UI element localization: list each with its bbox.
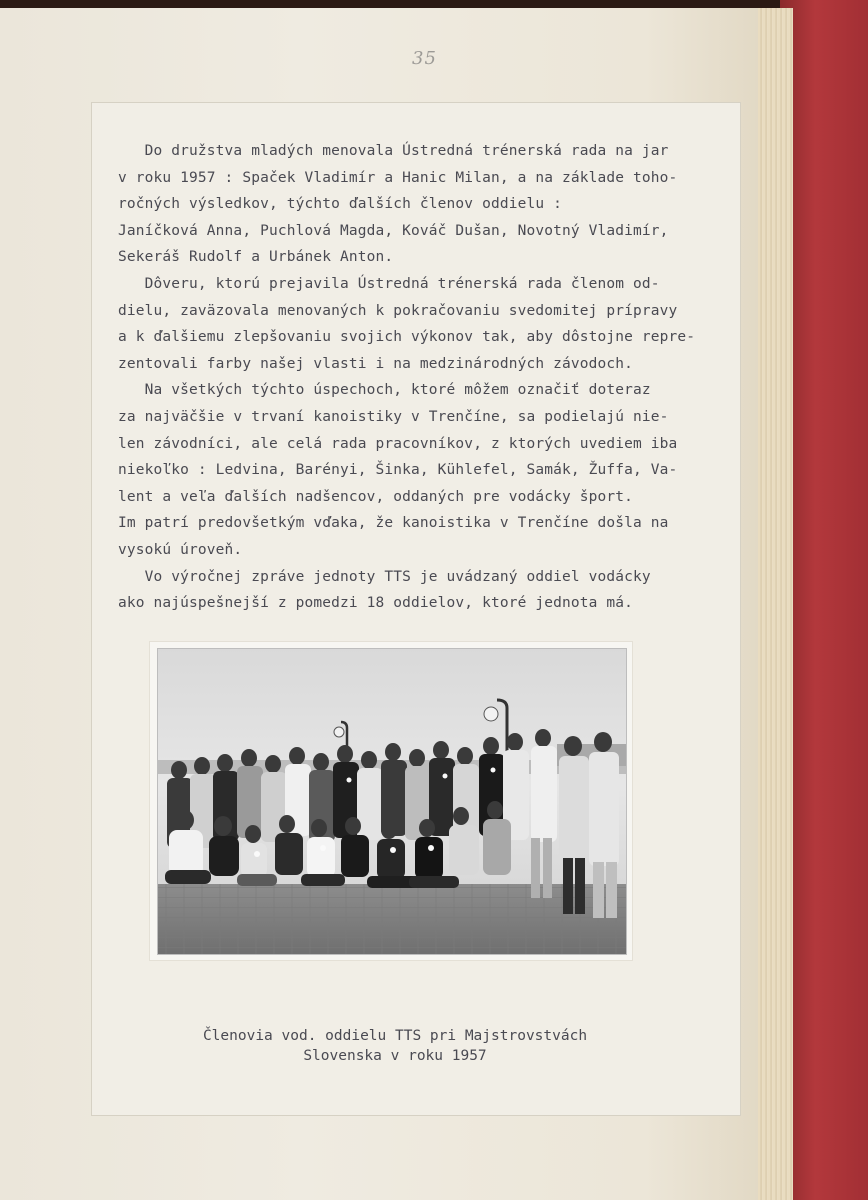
text-line: a k ďalšiemu zlepšovaniu svojich výkonov tak, aby dôstojne repre- [118,329,696,346]
paragraph-2 [118,271,738,377]
text-line: v roku 1957 : Spaček Vladimír a Hanic Milan, a na základe toho- [118,169,678,186]
paragraph-3 [118,377,738,563]
typed-text-block [118,138,738,617]
text-line: ako najúspešnejší z pomedzi 18 oddielov, ktoré jednota má. [118,595,634,612]
text-line: Na všetkých týchto úspechoch, ktoré môžem označiť doteraz [118,382,651,399]
photo-caption [170,1026,620,1066]
text-line: zentovali farby našej vlasti i na medzinárodných závodoch. [118,355,634,372]
text-line: Vo výročnej zpráve jednoty TTS je uvádzaný oddiel vodácky [118,568,651,585]
caption-line: Členovia vod. oddielu TTS pri Majstrovstvách [202,1028,588,1044]
text-line: Sekeráš Rudolf a Urbánek Anton. [118,249,394,266]
group-photo [157,648,627,955]
text-line: ročných výsledkov, týchto ďalších členov oddielu : [118,196,562,213]
paragraph-4 [118,564,738,617]
text-line: Do družstva mladých menovala Ústredná trénerská rada na jar [118,143,669,159]
text-line: lent a veľa ďalších nadšencov, oddaných pre vodácky šport. [118,488,634,505]
text-line: vysokú úroveň. [118,541,243,558]
text-line: len závodníci, ale celá rada pracovníkov, z ktorých uvediem iba [118,435,678,452]
text-line: Janíčková Anna, Puchlová Magda, Kováč Dušan, Novotný Vladimír, [118,222,669,239]
page-stack-edges [752,8,793,1200]
group-photo-image [157,648,627,955]
text-line: dielu, zaväzovala menovaných k pokračovaniu svedomitej prípravy [118,302,678,319]
text-line: Im patrí predovšetkým vďaka, že kanoistika v Trenčíne došla na [118,515,669,532]
text-line: niekoľko : Ledvina, Barényi, Šinka, Kühlefel, Samák, Žuffa, Va- [118,462,678,479]
album-cover [780,0,868,1200]
text-line: za najväčšie v trvaní kanoistiky v Trenčíne, sa podielajú nie- [118,408,669,425]
paragraph-1 [118,138,738,271]
text-line: Dôveru, ktorú prejavila Ústredná trénerská rada členom od- [118,275,660,292]
page-number: 35 [412,48,437,69]
caption-line: Slovenska v roku 1957 [303,1048,487,1064]
